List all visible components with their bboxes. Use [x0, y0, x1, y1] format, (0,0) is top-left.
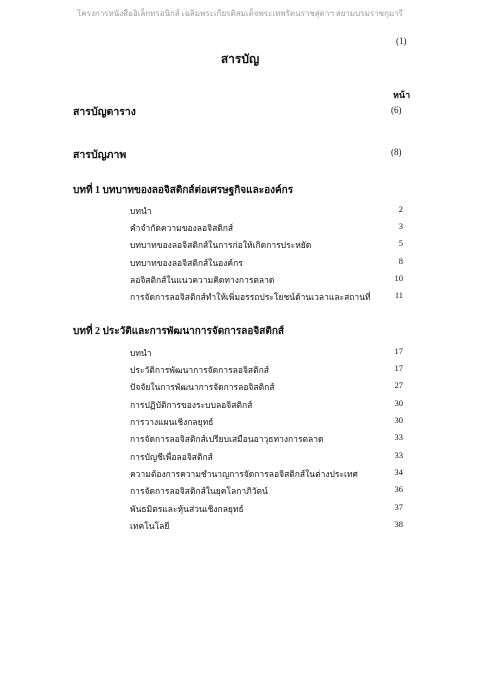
page-header-text: โครงการหนังสืออิเล็กทรอนิกส์ เฉลิมพระเกียรติสมเด็จพระเทพรัตนราชสุดาฯ สยามบรมราชกุมารี — [77, 9, 403, 18]
toc-entry[interactable] — [130, 467, 403, 481]
toc-entry-label: บทบาทของลอจิสติกส์ในองค์กร — [130, 258, 243, 268]
toc-entry[interactable] — [130, 484, 403, 498]
toc-entry-label: ลอจิสติกส์ในแนวความคิดทางการตลาด — [130, 275, 275, 285]
toc-entry[interactable] — [130, 204, 403, 218]
toc-entry-page: 2 — [398, 204, 403, 214]
toc-entry[interactable] — [130, 502, 403, 516]
toc-entry-label: การจัดการลอจิสติกส์ทำให้เพิ่มอรรถประโยชน์ด้านเวลาและสถานที่ — [130, 292, 371, 302]
toc-entry-label: การจัดการลอจิสติกส์ในยุคโลกาภิวัตน์ — [130, 486, 268, 496]
toc-entry[interactable] — [130, 238, 403, 252]
toc-entry[interactable] — [130, 346, 403, 360]
toc-entry-label: บทนำ — [130, 206, 152, 216]
toc-entry-page: 33 — [394, 432, 403, 442]
toc-entry-label: การปฏิบัติการของระบบลอจิสติกส์ — [130, 400, 253, 410]
section-list-of-figures[interactable]: สารบัญภาพ — [73, 150, 127, 161]
toc-entry-label: บทบาทของลอจิสติกส์ในการก่อให้เกิดการประหยัด — [130, 240, 312, 250]
toc-entry-label: ปัจจัยในการพัฒนาการจัดการลอจิสติกส์ — [130, 382, 275, 392]
toc-entry-page: 30 — [394, 415, 403, 425]
toc-entry-page: 17 — [394, 346, 403, 356]
toc-entry-label: การบัญชีเพื่อลอจิสติกส์ — [130, 452, 213, 462]
toc-entry[interactable] — [130, 398, 403, 412]
toc-entry-page: 30 — [394, 398, 403, 408]
section-page-number: (8) — [391, 147, 402, 157]
chapter-1-heading[interactable]: บทที่ 1 บทบาทของลอจิสติกส์ต่อเศรษฐกิจและองค์กร — [73, 185, 294, 196]
toc-entry[interactable] — [130, 221, 403, 235]
page-number: (1) — [396, 36, 407, 46]
toc-entry-label: ความต้องการความชำนาญการจัดการลอจิสติกส์ในต่างประเทศ — [130, 469, 358, 479]
toc-entry[interactable] — [130, 432, 403, 446]
toc-entry-label: ประวัติการพัฒนาการจัดการลอจิสติกส์ — [130, 365, 269, 375]
toc-entry-label: พันธมิตรและหุ้นส่วนเชิงกลยุทธ์ — [130, 504, 244, 514]
section-list-of-tables[interactable]: สารบัญตาราง — [73, 107, 136, 118]
toc-entry-page: 10 — [394, 273, 403, 283]
toc-entry-label: บทนำ — [130, 348, 152, 358]
toc-entry-page: 34 — [394, 467, 403, 477]
toc-entry[interactable] — [130, 519, 403, 533]
toc-entry[interactable] — [130, 380, 403, 394]
toc-entry-label: เทคโนโลยี — [130, 521, 170, 531]
toc-entry-page: 36 — [394, 484, 403, 494]
page-column-label: หน้า — [393, 90, 411, 100]
toc-entry-label: การวางแผนเชิงกลยุทธ์ — [130, 417, 214, 427]
toc-entry[interactable] — [130, 363, 403, 377]
toc-entry[interactable] — [130, 256, 403, 270]
toc-entry-page: 37 — [394, 502, 403, 512]
toc-entry-page: 5 — [398, 238, 403, 248]
toc-entry-label: คำจำกัดความของลอจิสติกส์ — [130, 223, 234, 233]
page-title: สารบัญ — [220, 52, 260, 66]
toc-entry-page: 11 — [394, 290, 403, 300]
toc-entry-page: 8 — [398, 256, 403, 266]
toc-entry[interactable] — [130, 450, 403, 464]
toc-entry-page: 33 — [394, 450, 403, 460]
toc-entry-page: 3 — [398, 221, 403, 231]
section-page-number: (6) — [391, 105, 402, 115]
toc-entry[interactable] — [130, 290, 403, 304]
toc-entry-page: 38 — [394, 519, 403, 529]
toc-entry-label: การจัดการลอจิสติกส์เปรียบเสมือนอาวุธทางการตลาด — [130, 434, 324, 444]
chapter-2-heading[interactable]: บทที่ 2 ประวัติและการพัฒนาการจัดการลอจิสติกส์ — [73, 326, 284, 337]
toc-entry-page: 17 — [394, 363, 403, 373]
toc-entry-page: 27 — [394, 380, 403, 390]
toc-entry[interactable] — [130, 273, 403, 287]
toc-entry[interactable] — [130, 415, 403, 429]
